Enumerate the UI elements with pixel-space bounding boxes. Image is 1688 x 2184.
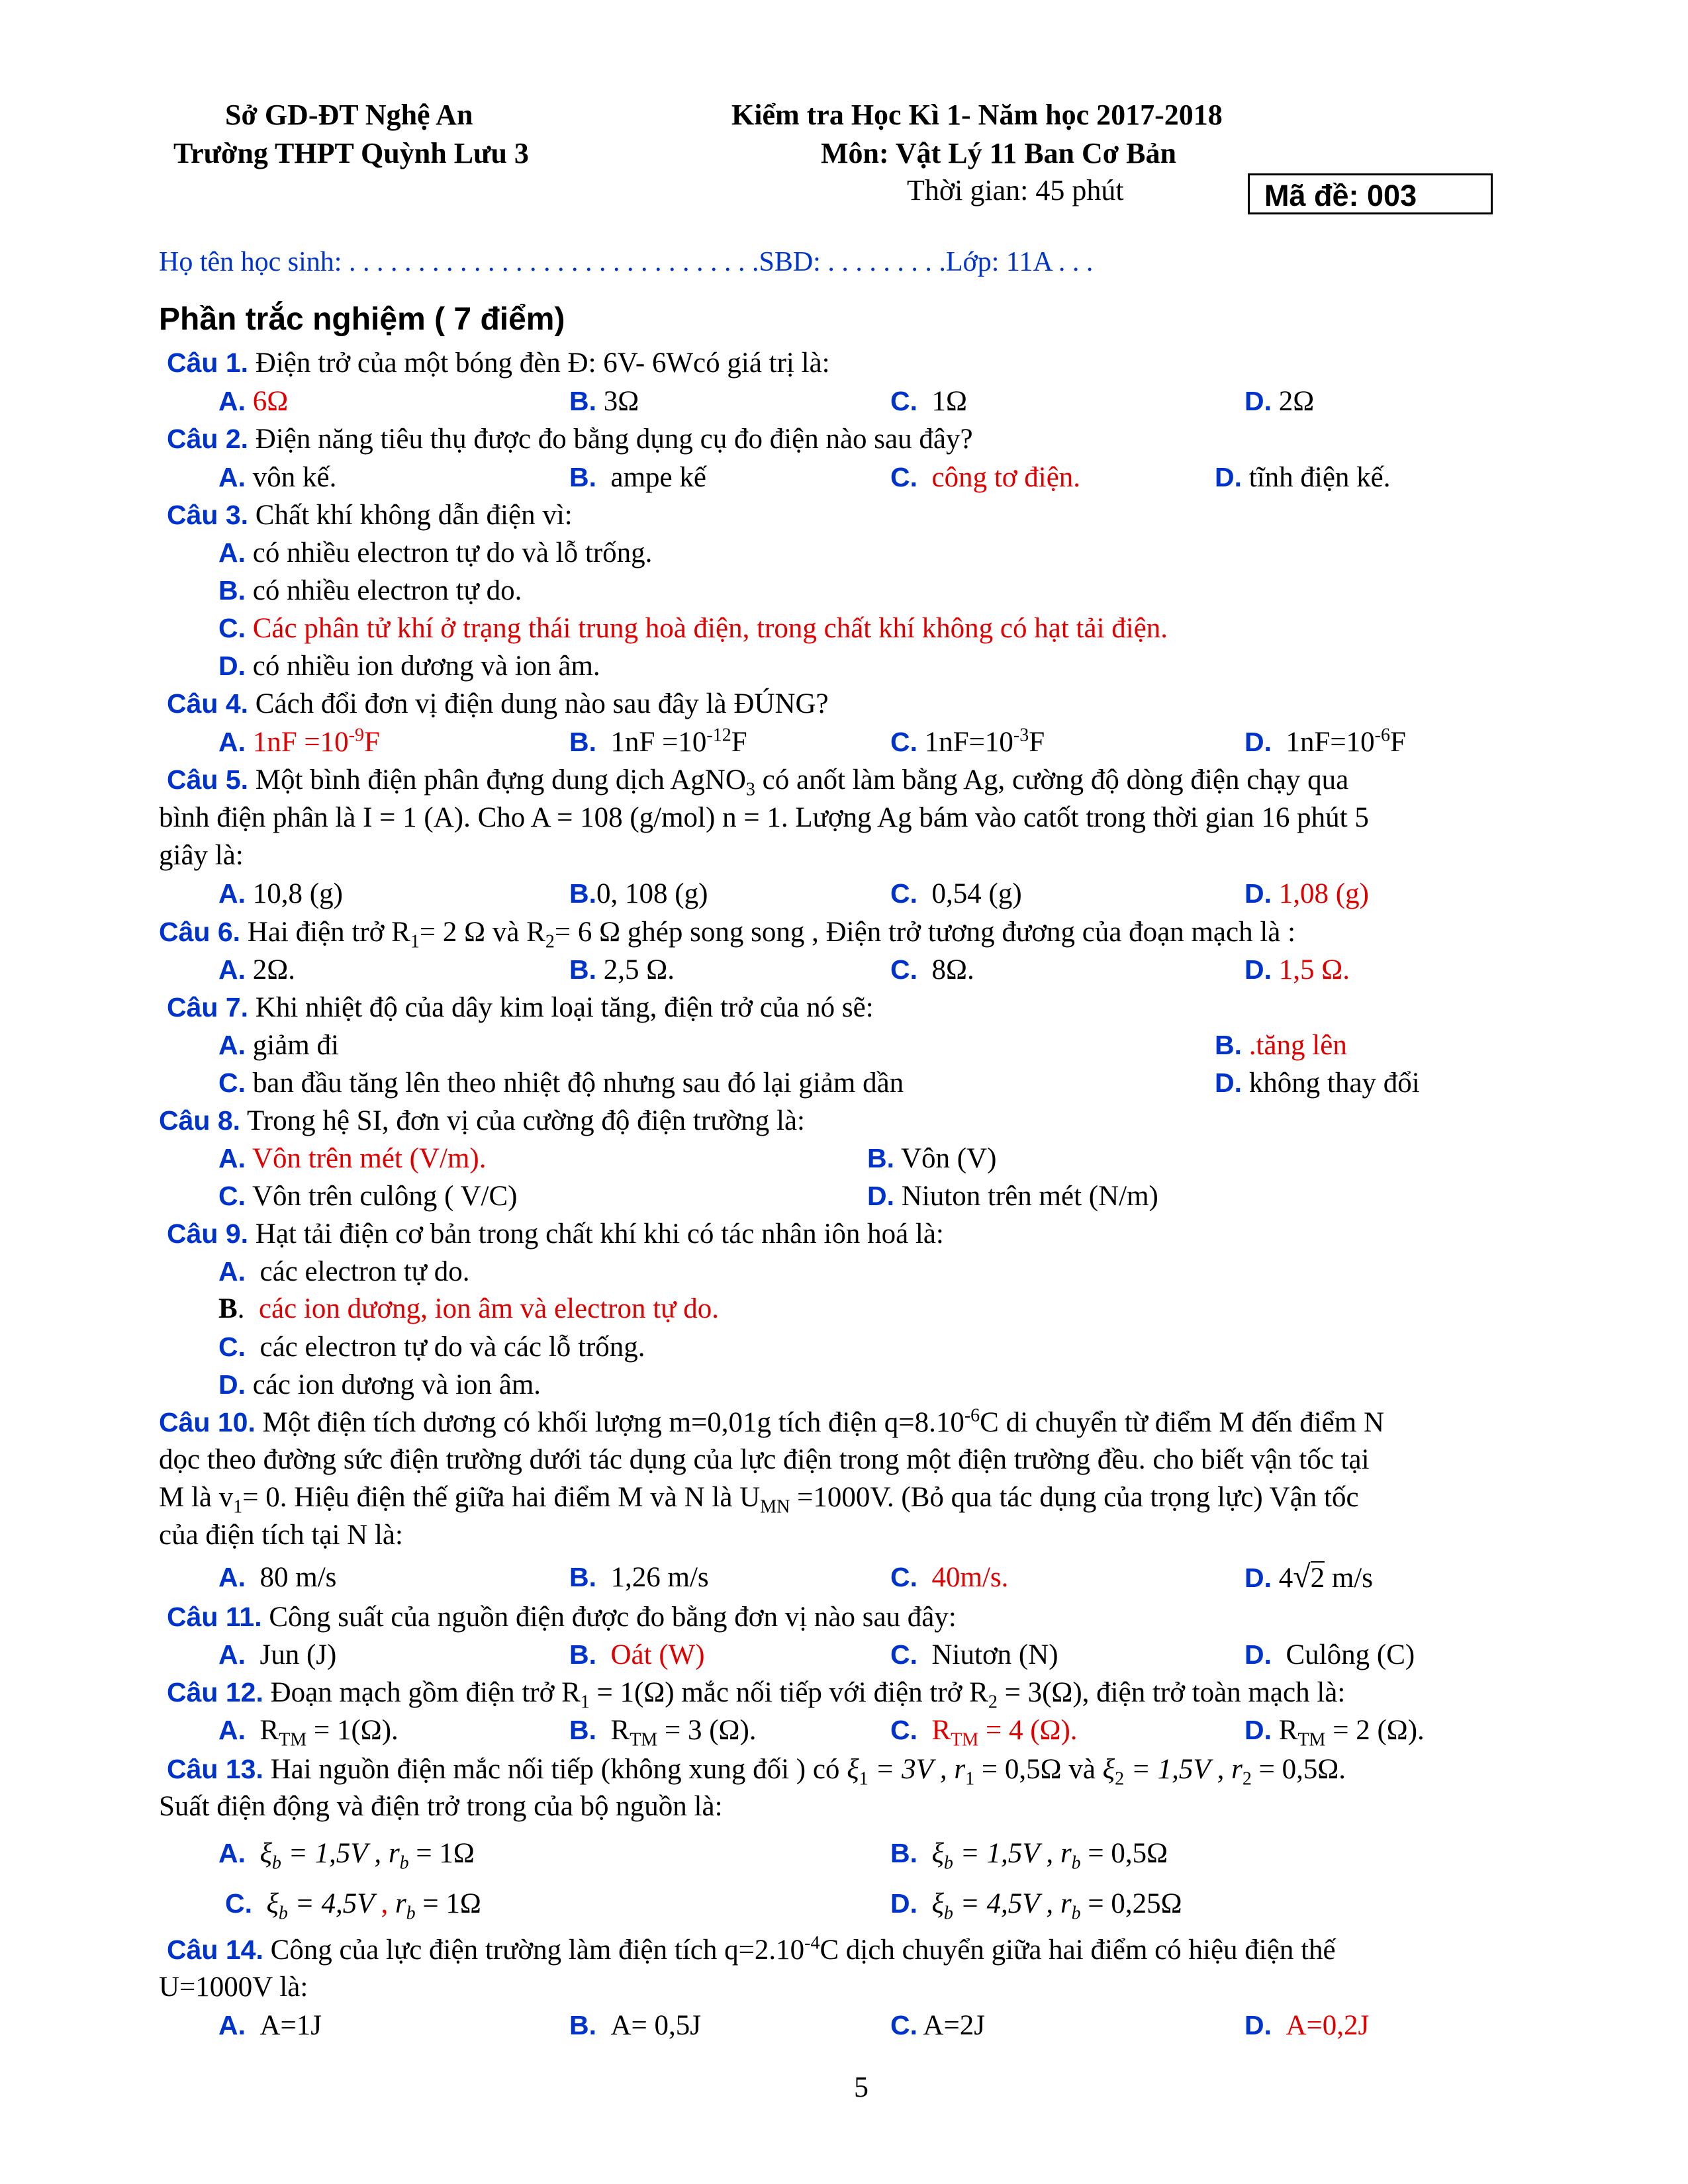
subject-title: Môn: Vật Lý 11 Ban Cơ Bản [821,137,1176,169]
q11-option-d[interactable]: D. Culông (C) [1244,1639,1415,1670]
sqrt-symbol: √ [1293,1559,1311,1594]
question-6: Câu 6. Hai điện trở $R_1= 2$ Ω và $R_2= 6$ Ω ghép song song , Điện trở tương đương của đoạn mạch là : [159,917,1296,952]
question-8: Câu 8. Trong hệ SI, đơn vị của cường độ điện trường là: [159,1105,805,1136]
q12-option-c[interactable]: C. $R_{TM} = 4$ (Ω). [890,1715,1078,1751]
question-5-line3: giây là: [159,840,244,871]
q14-option-b[interactable]: B. A= 0,5J [569,2010,702,2041]
q8-option-c[interactable]: C. Vôn trên culông ( V/C) [218,1181,518,1212]
q14-option-a[interactable]: A. A=1J [218,2010,322,2041]
question-5: Câu 5. Một bình điện phân đựng dung dịch AgNO$_3$ có anốt làm bằng Ag, cường độ dòng điện chạy qua [167,764,1349,800]
q13-option-b[interactable]: B. $\xi_b = 1,5V$ , $r_b = 0,5\Omega$ [890,1838,1168,1874]
q2-option-c[interactable]: C. công tơ điện. [890,462,1081,493]
q3-option-c[interactable]: C. Các phân tử khí ở trạng thái trung hoà điện, trong chất khí không có hạt tải điện. [218,613,1168,644]
school-name: Trường THPT Quỳnh Lưu 3 [173,137,529,169]
q12-option-a[interactable]: A. $R_{TM} = 1(\Omega)$. [218,1715,399,1751]
q3-option-b[interactable]: B. có nhiều electron tự do. [218,575,522,606]
exam-title: Kiểm tra Học Kì 1- Năm học 2017-2018 [731,99,1223,131]
q2-option-d[interactable]: D. tĩnh điện kế. [1215,462,1391,493]
q13-option-a[interactable]: A. $\xi_b = 1,5V$ , $r_b = 1\Omega$ [218,1838,475,1874]
q7-option-b[interactable]: B. .tăng lên [1215,1030,1347,1061]
question-5-line2: bình điện phân là I = 1 (A). Cho A = 108 (g/mol) n = 1. Lượng Ag bám vào catốt trong thời gian 16 phút 5 [159,802,1369,833]
q7-option-c[interactable]: C. ban đầu tăng lên theo nhiệt độ nhưng sau đó lại giảm dần [218,1068,904,1099]
q8-option-d[interactable]: D. Niuton trên mét (N/m) [867,1181,1158,1212]
page-number: 5 [854,2071,868,2103]
question-10: Câu 10. Một điện tích dương có khối lượng m=0,01g tích điện $q=8.10^{-6}C$ di chuyển từ điểm M đến điểm N [159,1405,1385,1438]
question-10-line4: của điện tích tại N là: [159,1520,403,1551]
q9-option-c[interactable]: C. các electron tự do và các lỗ trống. [218,1332,645,1363]
q14-option-d[interactable]: D. A=0,2J [1244,2010,1370,2041]
q10-option-c[interactable]: C. 40m/s. [890,1562,1009,1593]
q9-option-b[interactable]: B. các ion dương, ion âm và electron tự do. [218,1293,719,1324]
question-label: Câu 1. [167,347,249,378]
q14-option-c[interactable]: C. A=2J [890,2010,985,2041]
question-14-line2: U=1000V là: [159,1972,308,2003]
q8-option-a[interactable]: A. Vôn trên mét (V/m). [218,1143,487,1174]
q10-option-a[interactable]: A. 80 m/s [218,1562,337,1593]
question-12: Câu 12. Đoạn mạch gồm điện trở $R_1 = 1(\Omega)$ mắc nối tiếp với điện trở $R_2 = 3(\Omega)$, điện trở toàn mạch là: [167,1677,1346,1713]
q7-option-d[interactable]: D. không thay đổi [1215,1068,1420,1099]
q1-option-b[interactable]: B. 3Ω [569,386,639,417]
question-11: Câu 11. Công suất của nguồn điện được đo bằng đơn vị nào sau đây: [167,1602,957,1633]
question-1: Câu 1. Điện trở của một bóng đèn Đ: 6V- 6Wcó giá trị là: [167,347,830,379]
exam-time: Thời gian: 45 phút [907,174,1124,206]
q8-option-b[interactable]: B. Vôn (V) [867,1143,997,1174]
q2-option-a[interactable]: A. vôn kế. [218,462,337,493]
q5-option-b[interactable]: B.0, 108 (g) [569,878,708,909]
question-3: Câu 3. Chất khí không dẫn điện vì: [167,500,573,531]
q3-option-d[interactable]: D. có nhiều ion dương và ion âm. [218,651,600,682]
q3-option-a[interactable]: A. có nhiều electron tự do và lỗ trống. [218,537,653,569]
q6-option-c[interactable]: C. 8Ω. [890,954,974,985]
question-10-line2: dọc theo đường sức điện trường dưới tác dụng của lực điện trong một điện trường đều. cho biết vận tốc tại [159,1444,1370,1475]
student-info-line: Họ tên học sinh: . . . . . . . . . . . . . . . . . . . . . . . . . . . . . .SBD: . . . . . . . . .Lớp: 11A . . . [159,247,1094,277]
q7-option-a[interactable]: A. giảm đi [218,1030,339,1061]
q4-option-a[interactable]: A. $1nF =10^{-9}F$ [218,725,380,758]
section-title: Phần trắc nghiệm ( 7 điểm) [159,302,565,337]
q6-option-b[interactable]: B. 2,5 Ω. [569,954,675,985]
q1-option-c[interactable]: C. 1Ω [890,386,967,417]
q11-option-b[interactable]: B. Oát (W) [569,1639,705,1670]
question-2: Câu 2. Điện năng tiêu thụ được đo bằng dụng cụ đo điện nào sau đây? [167,424,973,455]
q5-option-a[interactable]: A. 10,8 (g) [218,878,343,909]
q11-option-c[interactable]: C. Niutơn (N) [890,1639,1058,1670]
exam-code-box: Mã đề: 003 [1248,173,1493,214]
q11-option-a[interactable]: A. Jun (J) [218,1639,337,1670]
question-4: Câu 4. Cách đổi đơn vị điện dung nào sau đây là ĐÚNG? [167,688,829,719]
q9-option-d[interactable]: D. các ion dương và ion âm. [218,1369,541,1400]
q12-option-d[interactable]: D. $R_{TM} = 2$ (Ω). [1244,1715,1425,1751]
q4-option-b[interactable]: B. $1nF =10^{-12}F$ [569,725,747,758]
q12-option-b[interactable]: B. $R_{TM} = 3$ (Ω). [569,1715,757,1751]
q1-option-a[interactable]: A. 6Ω [218,386,289,417]
question-10-line3: M là $v_1= 0$. Hiệu điện thế giữa hai điểm M và N là $U_{MN} =1000V$. (Bỏ qua tác dụng của trọng lực) Vận tốc [159,1482,1359,1518]
q2-option-b[interactable]: B. ampe kế [569,462,706,493]
q1-option-d[interactable]: D. 2Ω [1244,386,1315,417]
q6-option-d[interactable]: D. 1,5 Ω. [1244,954,1350,985]
department: Sở GD-ĐT Nghệ An [225,99,473,131]
q13-option-c[interactable]: C. $\xi_b = 4,5V$ , $r_b = 1\Omega$ [225,1888,481,1924]
question-14: Câu 14. Công của lực điện trường làm điện tích $q=2.10^{-4}C$ dịch chuyển giữa hai điểm có hiệu điện thế [167,1933,1336,1966]
q5-option-c[interactable]: C. 0,54 (g) [890,878,1022,909]
q13-option-d[interactable]: D. $\xi_b = 4,5V$ , $r_b = 0,25\Omega$ [890,1888,1182,1924]
question-13-line2: Suất điện động và điện trở trong của bộ nguồn là: [159,1791,723,1822]
q4-option-d[interactable]: D. $1nF=10^{-6}F$ [1244,725,1406,758]
q10-option-b[interactable]: B. 1,26 m/s [569,1562,709,1593]
question-9: Câu 9. Hạt tải điện cơ bản trong chất khí khi có tác nhân iôn hoá là: [167,1218,944,1250]
question-13: Câu 13. Hai nguồn điện mắc nối tiếp (không xung đối ) có $\xi_1 = 3V$ , $r_1 = 0,5\Omega$ và $\xi_2 = 1,5V$ , $r_2 = 0,5\Omega$. [167,1754,1346,1790]
q9-option-a[interactable]: A. các electron tự do. [218,1256,470,1287]
q4-option-c[interactable]: C. $1nF=10^{-3}F$ [890,725,1045,758]
q6-option-a[interactable]: A. 2Ω. [218,954,295,985]
q10-option-d[interactable]: D. 4√2 m/s [1244,1559,1373,1594]
q5-option-d[interactable]: D. 1,08 (g) [1244,878,1369,909]
question-7: Câu 7. Khi nhiệt độ của dây kim loại tăng, điện trở của nó sẽ: [167,992,874,1023]
